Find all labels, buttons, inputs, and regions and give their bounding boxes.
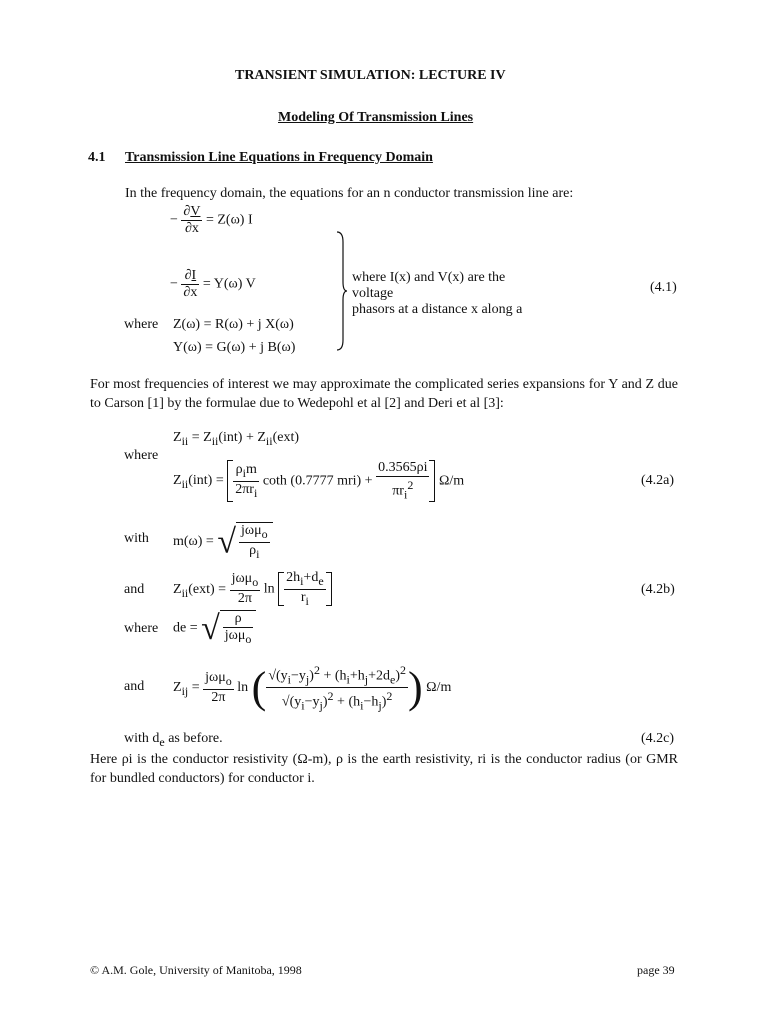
section-title: Transmission Line Equations in Frequency Domain — [125, 150, 433, 165]
eq42-and-2: and — [124, 679, 145, 694]
m-equation: m(ω) = √ $\frac{j\omega\mu_o}{\rho_i}$ — [173, 522, 273, 562]
eq41-note-2: voltage — [352, 286, 394, 301]
eq42-where-2: where — [124, 621, 159, 636]
right-brace-icon — [333, 230, 349, 352]
de-def-label: de = — [173, 620, 198, 636]
z-definition: Z(ω) = R(ω) + j X(ω) — [173, 317, 294, 332]
eq-di-rhs: = Y(ω) V — [202, 276, 256, 292]
eq42a-number: (4.2a) — [641, 473, 675, 488]
zii-ext-equation: $Z_{ii}(ext)$ = $\frac{j\omega\mu_o}{2\pi}$ ln $\frac{2h_i+d_e}{r_i}$ — [173, 570, 332, 609]
eq41-note-1: where I(x) and V(x) are the — [352, 270, 506, 285]
footer-copyright: © A.M. Gole, University of Manitoba, 1998 — [90, 963, 302, 977]
paragraph-definitions: Here ρi is the conductor resistivity (Ω-m), ρ is the earth resistivity, ri is the conductor radius (or GMR for bundled conductors) for conductor i. — [90, 752, 678, 786]
unit-ohm-per-m: Ω/m — [438, 473, 465, 489]
y-definition: Y(ω) = G(ω) + j B(ω) — [173, 340, 296, 355]
section-number: 4.1 — [88, 150, 106, 165]
zii-sum: $Z_{ii} = Z_{ii}(int) + Z_{ii}(ext)$ — [173, 430, 300, 448]
eq42c-number: (4.2c) — [641, 731, 675, 746]
eq41-note-3: phasors at a distance x along a — [352, 302, 523, 317]
footer-page-number: page 39 — [637, 963, 675, 977]
paragraph-carson: For most frequencies of interest we may approximate the complicated series expansions for Y and Z due to Carson [1] by the formulae due to Wedepohl et al [2] and Deri et al [3]: — [90, 377, 678, 411]
zii-int-equation: $Z_{ii}(int)$ = $\frac{\rho_im}{2\pi r_i}$ coth (0.7777 mri) + $\frac{0.3565\rho i}{\pi r_i^2}$ Ω/m — [173, 460, 465, 502]
with-de-note: with $d_e$ as before. — [124, 731, 223, 749]
coth-term: coth (0.7777 mri) + — [262, 473, 373, 489]
intro-text: In the frequency domain, the equations for an n conductor transmission line are: — [125, 186, 574, 201]
eq-di-dx: − $\frac{\partial I}{\partial x}$ = Y(ω) V — [170, 268, 256, 300]
const-term: 0.3565ρi — [378, 460, 428, 475]
eq41-number: (4.1) — [650, 280, 677, 295]
page-subtitle: Modeling Of Transmission Lines — [278, 110, 474, 125]
eq-dv-rhs: = Z(ω) I — [205, 212, 253, 228]
zij-equation: $Z_{ij}$ = $\frac{j\omega\mu_o}{2\pi}$ ln ( $\frac{√(y_i-y_j)^2 + (h_i+h_j+2d_e)^2}{√(y_i-y_j)^2 + (h_i-h_j)^2}$ ) Ω/m — [173, 662, 452, 713]
eq-dv-dx: − $\frac{\partial V}{\partial x}$ = Z(ω) I — [170, 204, 253, 236]
page-title: TRANSIENT SIMULATION: LECTURE IV — [235, 68, 506, 83]
eq41-where: where — [124, 317, 159, 332]
m-def-label: m(ω) = — [173, 534, 214, 550]
eq42b-number: (4.2b) — [641, 582, 675, 597]
eq42-with: with — [124, 531, 149, 546]
eq42-where: where — [124, 448, 159, 463]
eq42-and-1: and — [124, 582, 145, 597]
de-equation: de = √ $\frac{\rho}{j\omega\mu_o}$ — [173, 610, 256, 647]
